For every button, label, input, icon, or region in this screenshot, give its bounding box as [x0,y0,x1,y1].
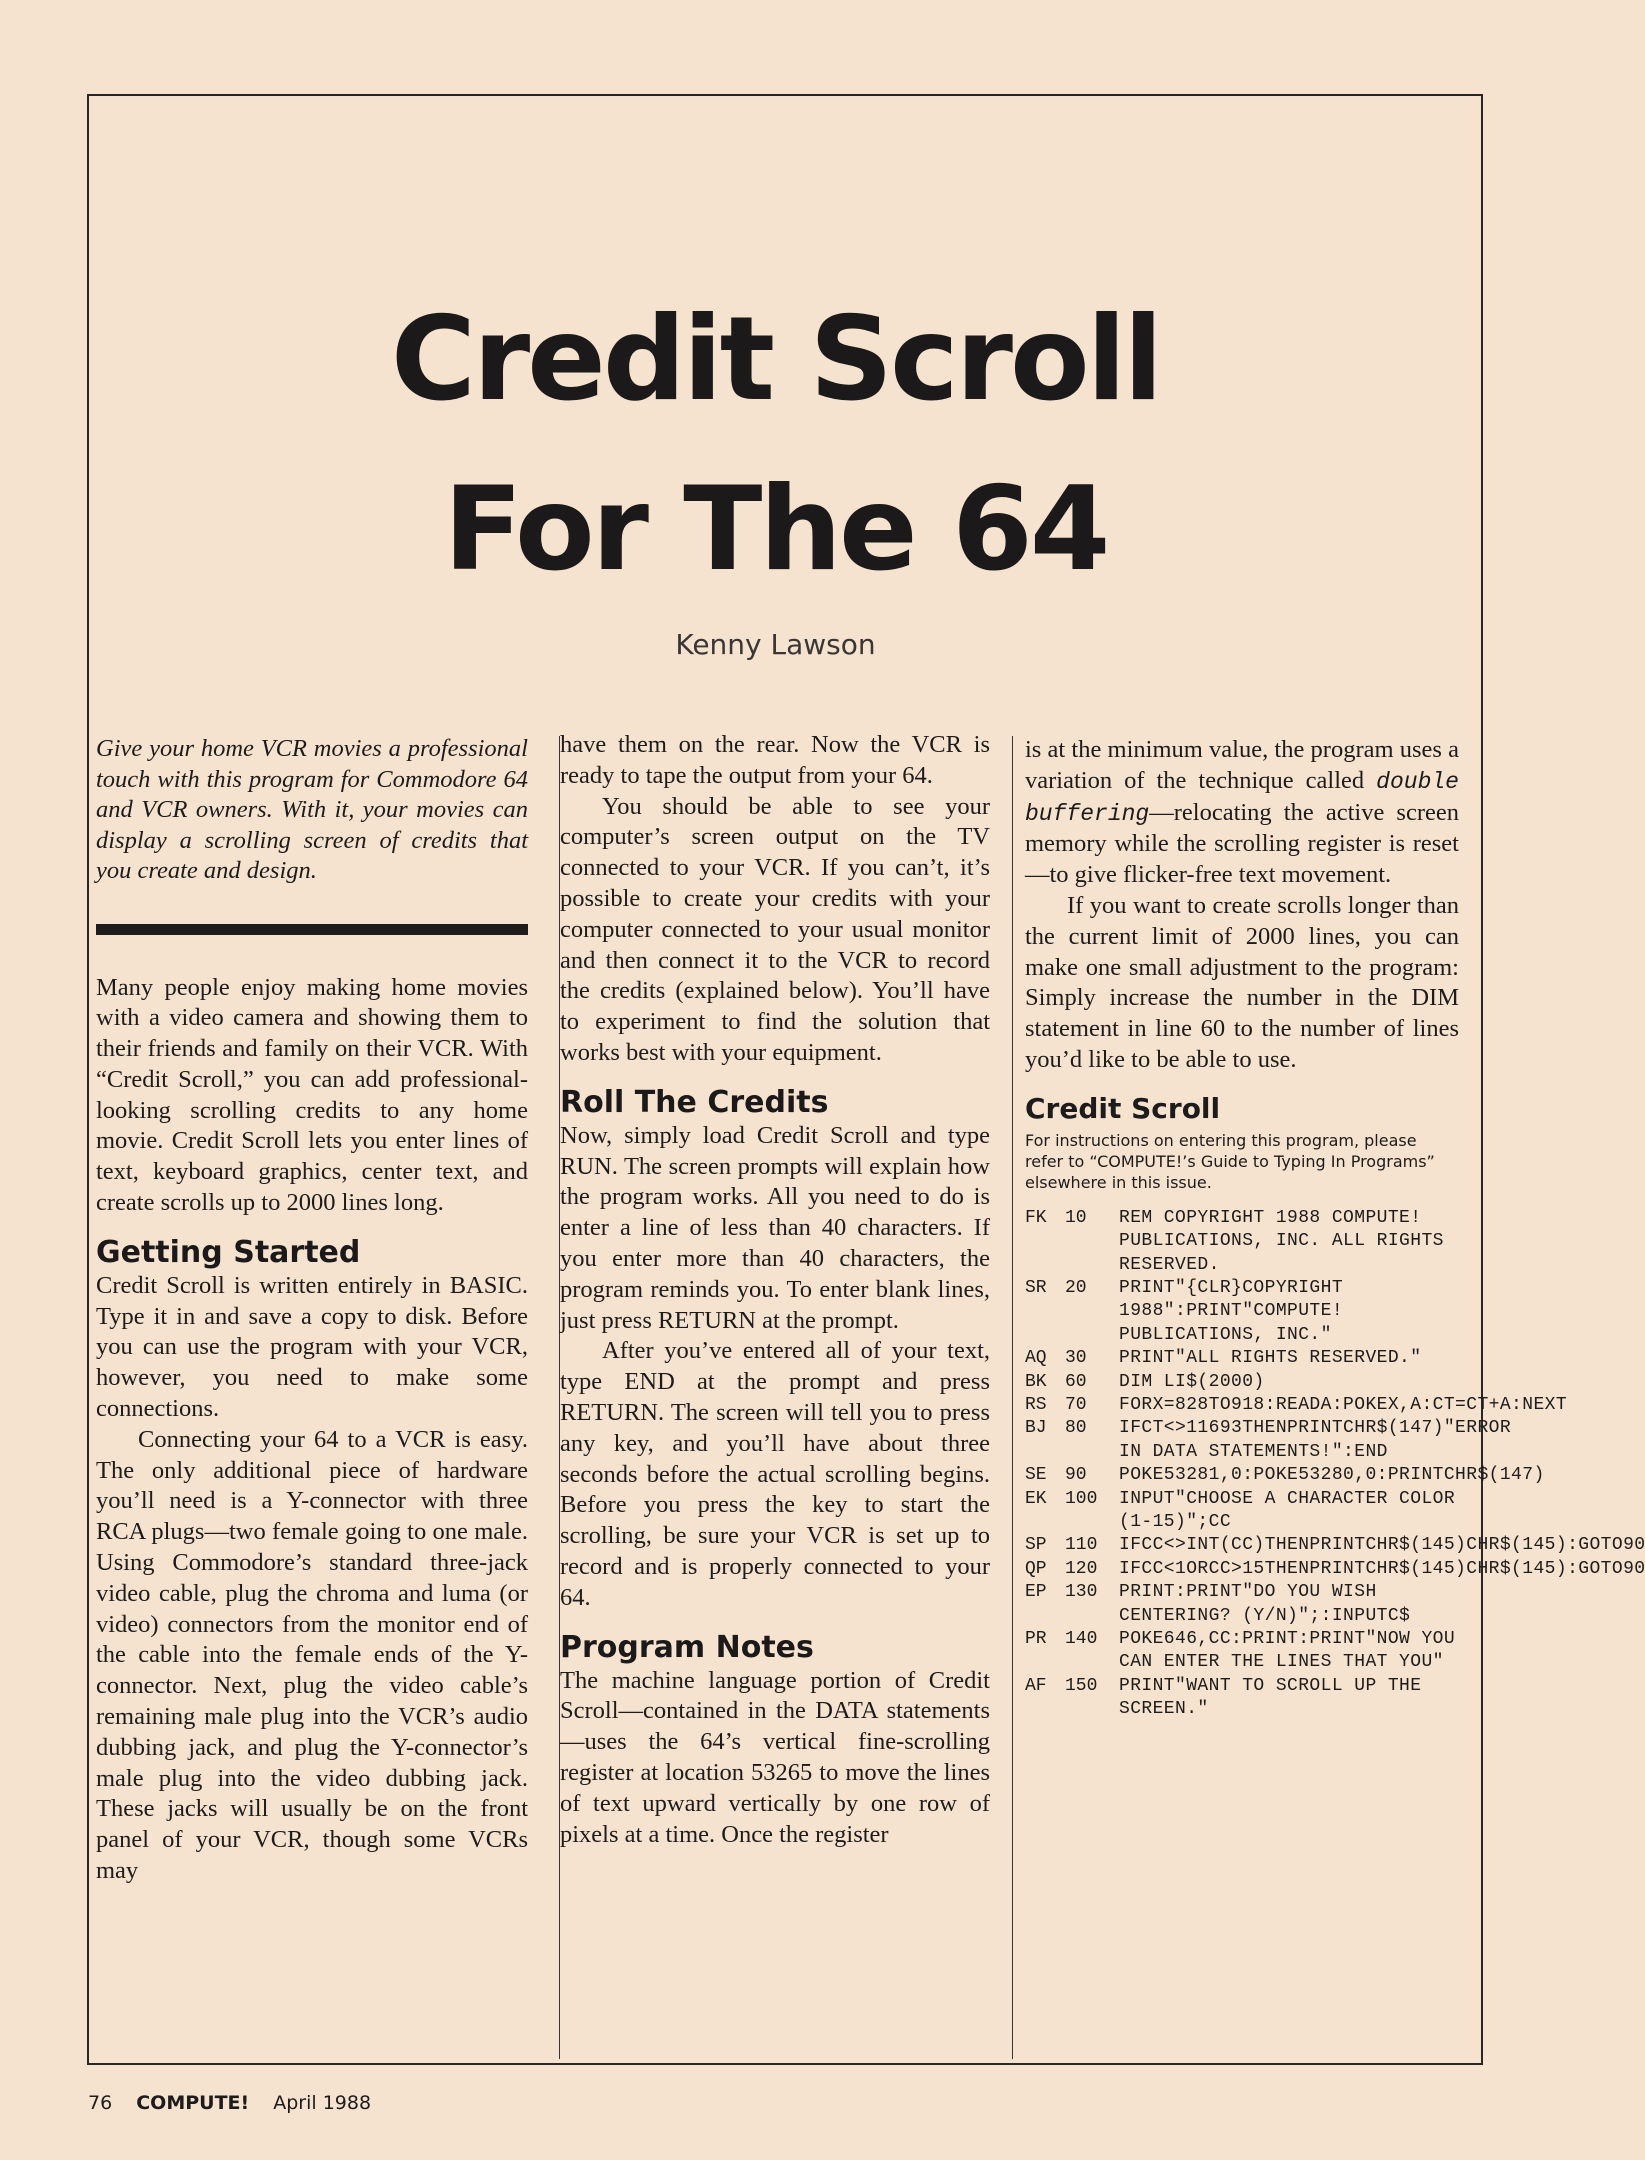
article-deck: Give your home VCR movies a professional touch with this program for Commodore 64 and VCR owners. With it, your movies can display a scrolling screen of credits that you create and design. [96,735,528,884]
listing-line [1025,1277,1459,1347]
code-text: IFCC<1ORCC>15THENPRINTCHR$(145)CHR$(145):GOTO90 [1119,1558,1645,1579]
code-text: PRINT"{CLR}COPYRIGHT 1988":PRINT"COMPUTE! PUBLICATIONS, INC." [1119,1277,1355,1345]
code-text: DIM LI$(2000) [1119,1371,1265,1392]
paragraph: The machine language portion of Credit Scroll—contained in the DATA statements—uses the 64’s vertical fine-scrolling register at location 53265 to move the lines of text upward vertically by one row of pixels at a time. Once the register [560,1666,990,1848]
column-divider [1012,736,1013,2059]
listing-line [1025,1347,1459,1370]
checksum: PR [1025,1629,1047,1650]
listing-line [1025,1628,1467,1675]
line-number: 30 [1065,1348,1087,1369]
code-text: PRINT"ALL RIGHTS RESERVED." [1119,1348,1422,1369]
paragraph: Credit Scroll is written entirely in BASIC. Type it in and save a copy to disk. Before you can use the program with your VCR, however, you need to make some connections. [96,1271,528,1423]
emphasis-term: double buffering [1025,768,1459,827]
line-number: 130 [1065,1582,1098,1603]
code-text: IFCC<>INT(CC)THENPRINTCHR$(145)CHR$(145):GOTO90 [1119,1535,1645,1556]
deck-divider-bar [96,924,528,935]
paragraph: Many people enjoy making home movies with a video camera and showing them to their friends and family on their VCR. With “Credit Scroll,” you can add professional-looking scrolling credits to any home movie. Credit Scroll lets you enter lines of text, keyboard graphics, center text, and create scrolls up to 2000 lines long. [96,973,528,1217]
paragraph [1025,735,1459,891]
code-text: PRINT"WANT TO SCROLL UP THE SCREEN." [1119,1675,1433,1720]
column-3 [1025,735,1645,1722]
subhead-program-notes: Program Notes [560,1629,814,1665]
checksum: BK [1025,1371,1047,1392]
paragraph: Now, simply load Credit Scroll and type RUN. The screen prompts will explain how the program works. All you need to do is enter a line of less than 40 characters. If you enter more than 40 characters, the program reminds you. To enter blank lines, just press RETURN at the prompt. [560,1121,990,1334]
paragraph-text: —relocating the active screen memory while the scrolling register is reset—to give flicker-free text movement. [1025,798,1459,889]
checksum: QP [1025,1558,1047,1579]
column-2 [560,730,990,1850]
issue-date: April 1988 [273,2092,372,2114]
line-number: 80 [1065,1418,1087,1439]
line-number: 60 [1065,1371,1087,1392]
paragraph: After you’ve entered all of your text, type END at the prompt and press RETURN. The screen will tell you to press any key, and you’ll have about three seconds before the actual scrolling begins. Before you press the key to start the scrolling, be sure your VCR is set up to record and is properly connected to your 64. [560,1337,990,1611]
listing-line [1025,1464,1545,1487]
checksum: AQ [1025,1348,1047,1369]
code-text: PRINT:PRINT"DO YOU WISH CENTERING? (Y/N)";:INPUTC$ [1119,1582,1411,1626]
listing-line [1025,1581,1459,1628]
line-number: 20 [1065,1277,1087,1298]
code-text: REM COPYRIGHT 1988 COMPUTE! PUBLICATIONS, INC. ALL RIGHTS RESERVED. [1119,1207,1456,1275]
line-number: 10 [1065,1207,1087,1228]
line-number: 110 [1065,1535,1098,1556]
listing-line [1025,1558,1645,1581]
article-title-line1: Credit Scroll [390,292,1161,427]
paragraph: have them on the rear. Now the VCR is ready to tape the output from your 64. [560,731,990,789]
paragraph: Connecting your 64 to a VCR is easy. The only additional piece of hardware you’ll need is a Y-connector with three RCA plugs—two female going to one male. Using Commodore’s standard three-jack video cable, plug the chroma and luma (or video) connectors from the monitor end of the cable into the female ends of the Y-connector. Next, plug the video cable’s remaining male plug into the VCR’s audio dubbing jack, and plug the Y-connector’s male plug into the video dubbing jack. These jacks will usually be on the front panel of your VCR, though some VCRs may [96,1425,528,1885]
code-text: FORX=828TO918:READA:POKEX,A:CT=CT+A:NEXT [1119,1395,1568,1416]
subhead-roll-the-credits: Roll The Credits [560,1084,829,1120]
checksum: AF [1025,1675,1047,1696]
line-number: 150 [1065,1675,1098,1696]
checksum: EK [1025,1488,1047,1509]
paragraph: You should be able to see your computer’s screen output on the TV connected to your VCR. If you can’t, it’s possible to create your credits with your computer connected to your usual monitor and then connect it to the VCR to record the credits (explained below). You’ll have to experiment to find the solution that works best with your equipment. [560,792,990,1066]
checksum: SE [1025,1465,1047,1486]
subhead-getting-started: Getting Started [96,1234,361,1270]
code-text: POKE646,CC:PRINT:PRINT"NOW YOU CAN ENTER THE LINES THAT YOU" [1119,1629,1467,1673]
listing-line [1025,1371,1459,1394]
listing-line [1025,1207,1459,1277]
author-byline: Kenny Lawson [675,628,876,661]
page-footer [88,2092,389,2114]
checksum: FK [1025,1207,1047,1228]
code-text: IFCT<>11693THENPRINTCHR$(147)"ERROR IN DATA STATEMENTS!":END [1119,1418,1523,1462]
checksum: BJ [1025,1418,1047,1439]
listing-note: For instructions on entering this program, please refer to “COMPUTE!’s Guide to Typing In Programs” elsewhere in this issue. [1025,1130,1435,1192]
paragraph: If you want to create scrolls longer than the current limit of 2000 lines, you can make one small adjustment to the program: Simply increase the number in the DIM statement in line 60 to the number of lines you’d like to be able to use. [1025,891,1459,1073]
listing-title: Credit Scroll [1025,1091,1221,1125]
line-number: 120 [1065,1558,1098,1579]
line-number: 70 [1065,1395,1087,1416]
line-number: 140 [1065,1629,1098,1650]
code-text: POKE53281,0:POKE53280,0:PRINTCHR$(147) [1119,1465,1545,1486]
line-number: 90 [1065,1465,1087,1486]
listing-line [1025,1675,1459,1722]
checksum: EP [1025,1582,1047,1603]
checksum: SP [1025,1535,1047,1556]
code-text: INPUT"CHOOSE A CHARACTER COLOR (1-15)";CC [1119,1488,1467,1533]
listing-line [1025,1488,1467,1535]
line-number: 100 [1065,1488,1098,1509]
paragraph-text: is at the minimum value, the program uses a variation of the technique called [1025,736,1459,794]
listing-line [1025,1394,1568,1417]
program-listing [1025,1207,1645,1722]
article-title-line2: For The 64 [443,462,1108,597]
magazine-name: COMPUTE! [136,2092,250,2114]
listing-line [1025,1417,1523,1464]
checksum: RS [1025,1395,1047,1416]
page-number: 76 [88,2092,113,2114]
checksum: SR [1025,1277,1047,1298]
listing-line [1025,1534,1645,1557]
column-1 [96,730,528,1887]
